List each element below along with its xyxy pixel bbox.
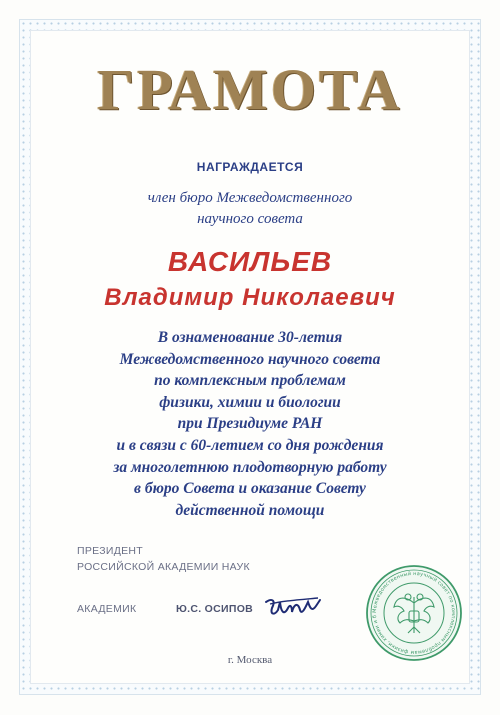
academy-name: РОССИЙСКОЙ АКАДЕМИИ НАУК (77, 561, 250, 573)
president-title: ПРЕЗИДЕНТ (77, 545, 144, 557)
reason-line: и в связи с 60-летием со дня рождения (116, 436, 384, 454)
reason-line: за многолетнюю плодотворную работу (113, 458, 387, 476)
academic-rank: АКАДЕМИК (77, 603, 137, 615)
official-stamp (364, 563, 464, 663)
awarded-heading: НАГРАЖДАЕТСЯ (196, 160, 304, 174)
recipient-surname: ВАСИЛЬЕВ (167, 246, 333, 277)
recipient-given-names: Владимир Николаевич (104, 284, 396, 311)
signer-name: Ю.С. ОСИПОВ (176, 603, 254, 615)
position-line: член бюро Межведомственного (147, 190, 353, 206)
stamp-ring-text: Межведомственный научный совет по комплексным проблемам физики, химии и б (371, 570, 457, 656)
reason-line: В ознаменование 30-летия (157, 329, 343, 346)
reason-line: действенной помощи (175, 501, 325, 519)
recipient-position (0, 188, 500, 230)
reason-line: физики, химии и биологии (159, 393, 341, 411)
city-label: г. Москва (227, 654, 273, 666)
reason-line: при Президиуме РАН (177, 415, 323, 433)
position-line: научного совета (197, 211, 303, 227)
certificate-title: ГРАМОТА (97, 57, 403, 122)
reason-line: Межведомственного научного совета (119, 350, 381, 368)
handwritten-signature (262, 592, 324, 626)
reason-line: в бюро Совета и оказание Совету (134, 480, 366, 498)
reason-line: по комплексным проблемам (154, 372, 346, 390)
award-reason (0, 327, 500, 521)
